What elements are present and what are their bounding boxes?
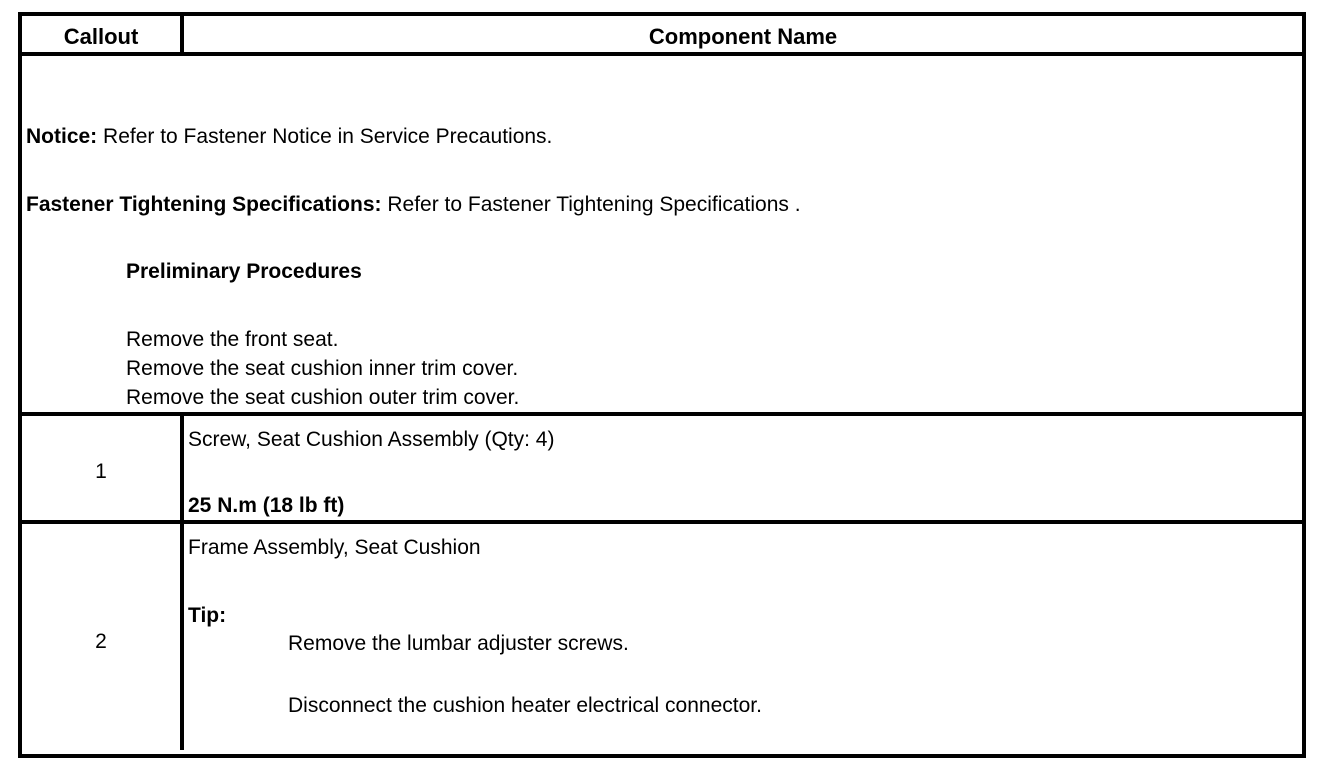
callout-column-divider bbox=[180, 416, 184, 750]
row-2-name: Frame Assembly, Seat Cushion bbox=[188, 536, 481, 559]
notice-text: Refer to Fastener Notice in Service Precautions. bbox=[97, 125, 553, 148]
row-1-spec: 25 N.m (18 lb ft) bbox=[188, 494, 345, 517]
row-2-tip: Remove the lumbar adjuster screws. bbox=[288, 632, 629, 655]
prelim-step: Remove the seat cushion outer trim cover. bbox=[126, 386, 520, 409]
prelim-heading: Preliminary Procedures bbox=[126, 260, 362, 283]
row-2-tip-label: Tip: bbox=[188, 604, 227, 627]
header-callout: Callout bbox=[63, 24, 139, 49]
prelim-step: Remove the front seat. bbox=[126, 328, 339, 351]
prelim-step: Remove the seat cushion inner trim cover. bbox=[126, 357, 519, 380]
row-1-name: Screw, Seat Cushion Assembly (Qty: 4) bbox=[188, 428, 555, 451]
component-table bbox=[18, 12, 1306, 758]
spec-line bbox=[26, 192, 801, 218]
row-2-tip: Disconnect the cushion heater electrical connector. bbox=[288, 694, 762, 717]
row-divider bbox=[22, 520, 1302, 524]
header-divider bbox=[180, 16, 184, 56]
row-divider bbox=[22, 412, 1302, 416]
notice-line bbox=[26, 124, 552, 150]
spec-text: Refer to Fastener Tightening Specifications . bbox=[381, 193, 801, 216]
notice-label: Notice: bbox=[26, 125, 98, 148]
row-1-callout: 1 bbox=[95, 460, 107, 483]
spec-label: Fastener Tightening Specifications: bbox=[26, 193, 382, 216]
header-component-name: Component Name bbox=[648, 24, 838, 49]
row-2-callout: 2 bbox=[95, 630, 107, 653]
